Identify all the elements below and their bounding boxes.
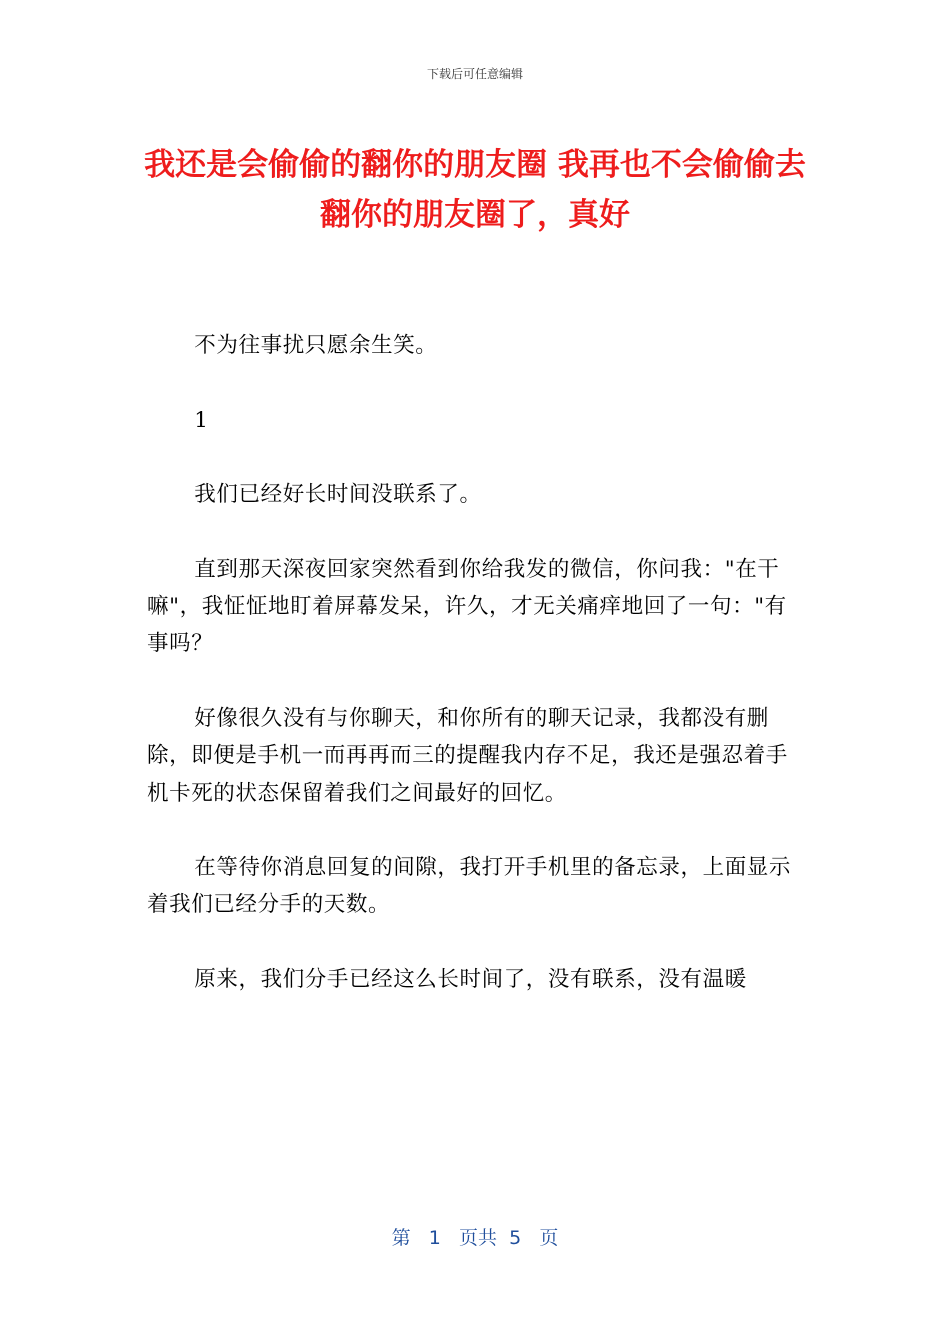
paragraph: 在等待你消息回复的间隙，我打开手机里的备忘录，上面显示着我们已经分手的天数。 xyxy=(147,855,791,918)
paragraph: 我们已经好长时间没联系了。 xyxy=(194,482,482,508)
paragraph: 不为往事扰只愿余生笑。 xyxy=(194,333,438,358)
footer-current-page: 1 xyxy=(428,1227,441,1249)
paragraph: 好像很久没有与你聊天，和你所有的聊天记录，我都没有删除，即便是手机一而再再而三的提醒我内存不足，我还是强忍着手机卡死的状态保留着我们之间最好的回忆。 xyxy=(147,705,788,806)
footer-label-page-of: 页共 xyxy=(459,1227,498,1249)
footer-label-page-end: 页 xyxy=(539,1227,559,1249)
footer-total-pages: 5 xyxy=(509,1227,522,1249)
document-title: 我还是会偷偷的翻你的朋友圈 我再也不会偷偷去翻你的朋友圈了，真好 xyxy=(144,147,806,233)
footer-label-page: 第 xyxy=(391,1227,411,1249)
page-header-note: 下载后可任意编辑 xyxy=(426,67,523,81)
section-number: 1 xyxy=(194,407,209,433)
page-footer xyxy=(0,1226,950,1250)
paragraph: 直到那天深夜回家突然看到你给我发的微信，你问我："在干嘛"，我怔怔地盯着屏幕发呆，许久，才无关痛痒地回了一句："有事吗？ xyxy=(147,556,787,657)
paragraph: 原来，我们分手已经这么长时间了，没有联系，没有温暖 xyxy=(194,967,747,993)
document-body xyxy=(147,327,807,1036)
